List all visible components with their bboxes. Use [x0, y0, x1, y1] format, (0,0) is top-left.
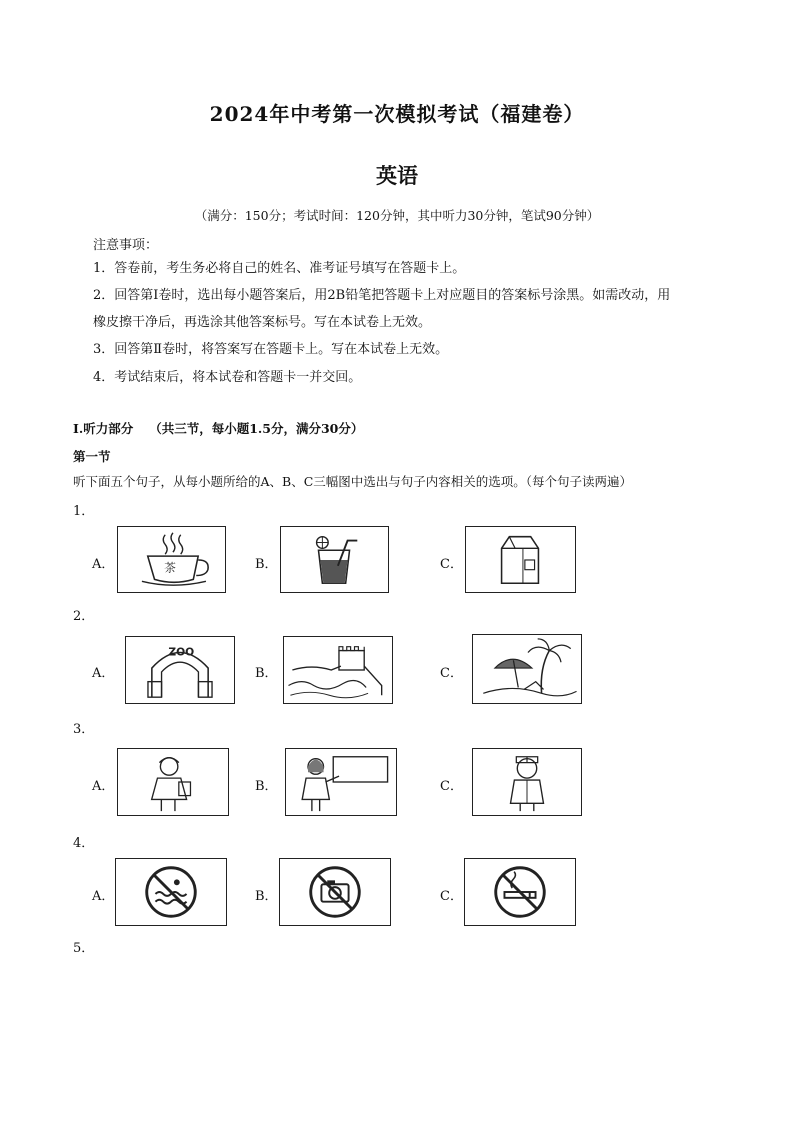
- doctor-icon: [472, 748, 582, 816]
- part-heading: 第一节: [73, 449, 111, 464]
- notice-item: 2．回答第Ⅰ卷时，选出每小题答案后，用2B铅笔把答题卡上对应题目的答案标号涂黑。如需改动，用: [93, 288, 671, 303]
- option-letter: B．: [255, 889, 278, 904]
- tea-cup-icon: [117, 526, 226, 593]
- exam-info: （满分：150分；考试时间：120分钟，其中听力30分钟，笔试90分钟）: [194, 208, 600, 223]
- option-letter: B．: [255, 779, 278, 794]
- beach-icon: [472, 634, 582, 704]
- section-note: （共三节，每小题1.5分，满分30分）: [149, 421, 364, 436]
- notice-item: 橡皮擦干净后，再选涂其他答案标号。写在本试卷上无效。: [93, 315, 432, 330]
- notice-item: 1．答卷前，考生务必将自己的姓名、准考证号填写在答题卡上。: [93, 261, 466, 276]
- section-heading: [73, 419, 363, 437]
- option-letter: B．: [255, 666, 278, 681]
- no-photos-icon: [279, 858, 391, 926]
- question-number: 2．: [73, 609, 95, 624]
- option-letter: C．: [440, 557, 463, 572]
- no-swimming-icon: [115, 858, 227, 926]
- option-letter: C．: [440, 889, 463, 904]
- teacher-icon: [285, 748, 397, 816]
- great-wall-icon: [283, 636, 393, 704]
- question-number: 4．: [73, 836, 95, 851]
- section-title: I.听力部分: [73, 421, 134, 436]
- question-number: 5．: [73, 941, 95, 956]
- zoo-gate-icon: [125, 636, 235, 704]
- part-instruction: 听下面五个句子，从每小题所给的A、B、C三幅图中选出与句子内容相关的选项。（每个句子读两遍）: [73, 474, 633, 489]
- milk-carton-icon: [465, 526, 576, 593]
- question-number: 3．: [73, 722, 95, 737]
- option-letter: A．: [92, 889, 115, 904]
- juice-glass-icon: [280, 526, 389, 593]
- option-letter: A．: [92, 557, 115, 572]
- notice-heading: 注意事项：: [93, 238, 159, 253]
- option-letter: A．: [92, 666, 115, 681]
- notice-item: 3．回答第Ⅱ卷时，将答案写在答题卡上。写在本试卷上无效。: [93, 342, 449, 357]
- postman-icon: [117, 748, 229, 816]
- tea-caption: 茶: [164, 560, 176, 575]
- exam-title: 2024年中考第一次模拟考试（福建卷）: [209, 102, 585, 126]
- option-letter: B．: [255, 557, 278, 572]
- notice-item: 4．考试结束后，将本试卷和答题卡一并交回。: [93, 370, 362, 385]
- option-letter: C．: [440, 666, 463, 681]
- zoo-caption: ZOO: [168, 645, 195, 659]
- subject-title: 英语: [376, 163, 418, 188]
- option-letter: A．: [92, 779, 115, 794]
- option-letter: C．: [440, 779, 463, 794]
- question-number: 1．: [73, 504, 95, 519]
- no-smoking-icon: [464, 858, 576, 926]
